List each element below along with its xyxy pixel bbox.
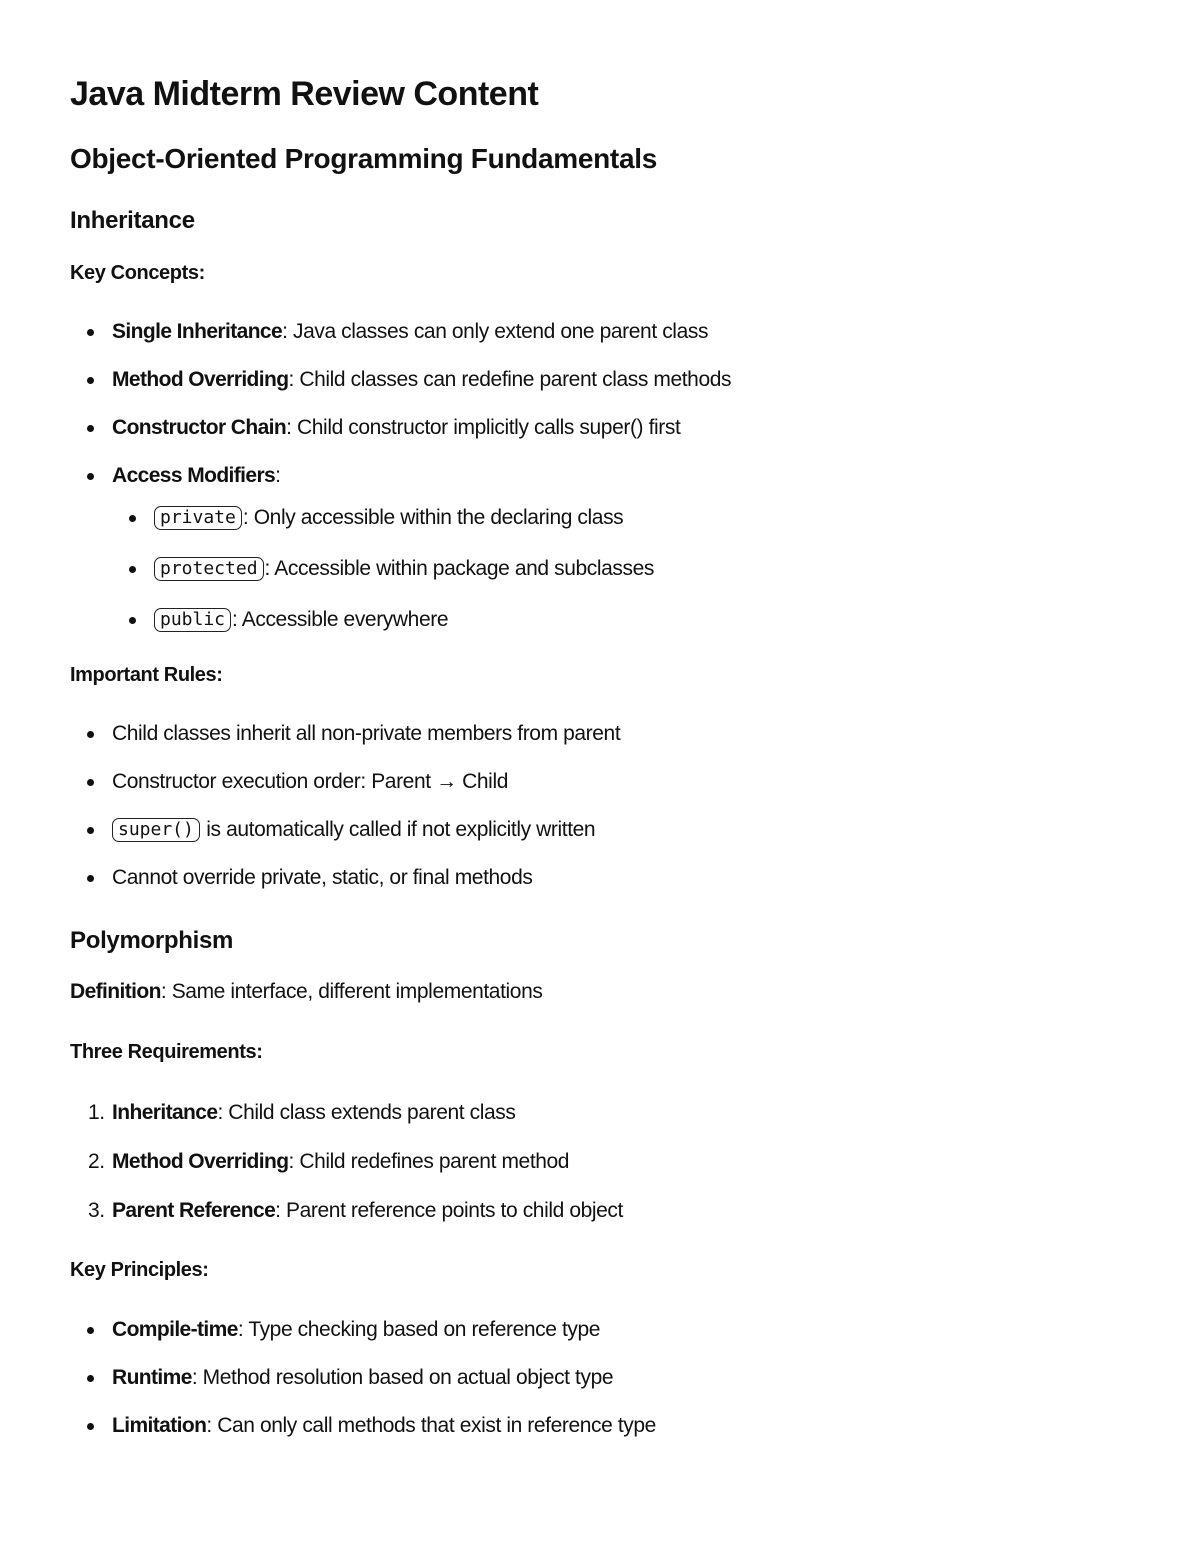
bullet-icon [87,1423,94,1430]
list-item [70,1197,1200,1225]
principle-term: Runtime [112,1366,192,1389]
list-number: 2. [88,1150,105,1173]
bullet-icon [87,875,94,882]
polymorphism-heading: Polymorphism [70,927,234,954]
list-number: 1. [88,1101,105,1124]
rule-text: Child classes inherit all non-private members from parent [112,722,621,745]
bullet-icon [87,473,94,480]
inline-code: public [154,608,231,632]
bullet-icon [129,617,136,624]
list-item [112,504,1200,532]
definition-term: Definition [70,980,161,1003]
principle-term: Compile-time [112,1318,238,1341]
list-item [70,816,1200,844]
bullet-icon [87,731,94,738]
requirement-term: Inheritance [112,1101,218,1124]
requirement-text: : Parent reference points to child object [275,1199,623,1222]
concept-text: : Child constructor implicitly calls super() first [286,416,681,439]
list-item [70,1364,1200,1392]
list-item [70,1099,1200,1127]
concept-text: : Child classes can redefine parent class methods [288,368,732,391]
concept-term: Method Overriding [112,368,289,391]
rule-text: is automatically called if not explicitly written [200,818,596,841]
bullet-icon [87,377,94,384]
list-item [112,555,1200,583]
list-item [70,768,1200,796]
key-principles-list [70,1316,1200,1440]
concept-text: : Java classes can only extend one parent class [282,320,709,343]
principle-text: : Can only call methods that exist in reference type [206,1414,656,1437]
list-item [70,318,1200,346]
definition-paragraph [70,978,1200,1006]
bullet-icon [87,1375,94,1382]
list-item [112,606,1200,634]
key-principles-heading: Key Principles: [70,1259,209,1281]
inline-code: protected [154,557,264,581]
bullet-icon [87,1327,94,1334]
bullet-icon [87,779,94,786]
key-concepts-list [70,318,1200,634]
requirements-list [70,1099,1200,1225]
modifier-text: : Only accessible within the declaring class [242,506,624,529]
three-requirements-heading: Three Requirements: [70,1041,263,1063]
requirement-term: Method Overriding [112,1150,289,1173]
principle-term: Limitation [112,1414,207,1437]
list-item [70,366,1200,394]
list-item [70,1412,1200,1440]
concept-term: Constructor Chain [112,416,287,439]
bullet-icon [87,329,94,336]
document-title: Java Midterm Review Content [70,75,539,113]
concept-term: Access Modifiers [112,464,276,487]
list-item [70,720,1200,748]
concept-term: Single Inheritance [112,320,283,343]
modifier-text: : Accessible everywhere [232,608,449,631]
section-title: Object-Oriented Programming Fundamentals [70,143,657,174]
rule-text: Cannot override private, static, or final methods [112,866,533,889]
important-rules-list [70,720,1200,892]
list-item [70,1316,1200,1344]
inline-code: private [154,506,242,530]
concept-text: : [275,464,281,487]
bullet-icon [87,425,94,432]
rule-text: Constructor execution order: Parent → Child [112,770,508,793]
bullet-icon [129,566,136,573]
access-modifiers-list [112,504,1200,634]
bullet-icon [129,515,136,522]
inline-code: super() [112,818,200,842]
requirement-text: : Child redefines parent method [288,1150,570,1173]
important-rules-heading: Important Rules: [70,664,223,686]
principle-text: : Type checking based on reference type [237,1318,601,1341]
list-item [70,1148,1200,1176]
inheritance-heading: Inheritance [70,207,195,234]
list-item [70,462,1200,634]
definition-text: : Same interface, different implementations [160,980,543,1003]
list-item [70,864,1200,892]
list-item [70,414,1200,442]
requirement-term: Parent Reference [112,1199,276,1222]
bullet-icon [87,827,94,834]
modifier-text: : Accessible within package and subclasses [264,557,654,580]
principle-text: : Method resolution based on actual object type [191,1366,614,1389]
key-concepts-heading: Key Concepts: [70,262,205,284]
list-number: 3. [88,1199,105,1222]
requirement-text: : Child class extends parent class [217,1101,516,1124]
